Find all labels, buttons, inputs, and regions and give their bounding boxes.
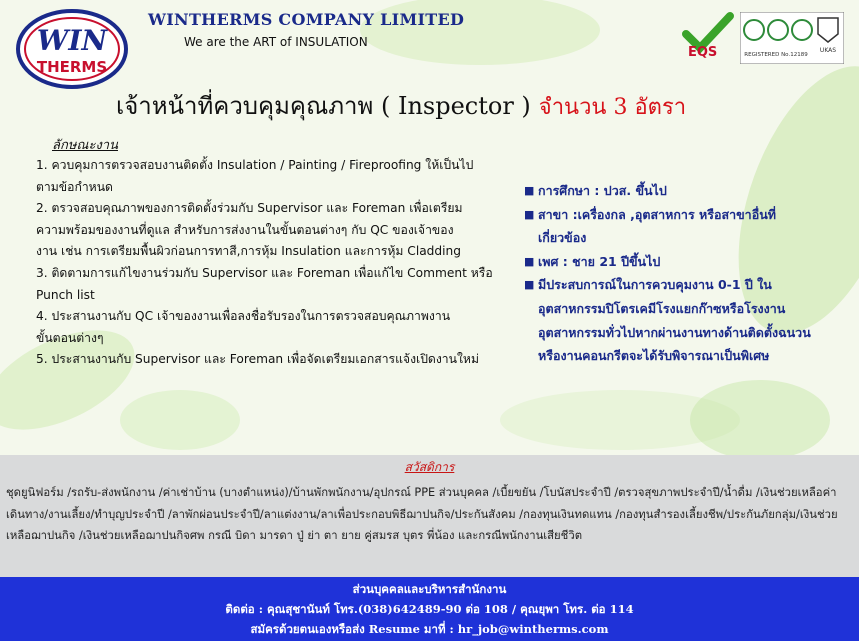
- duty-line: 1. ควบคุมการตรวจสอบงานติดตั้ง Insulation / Painting / Fireproofing ให้เป็นไป: [36, 158, 474, 172]
- vacancy-count: จำนวน 3 อัตรา: [538, 95, 687, 120]
- qualification-item: [524, 179, 834, 203]
- duty-line: 5. ประสานงานกับ Supervisor และ Foreman เพื่อจัดเตรียมเอกสารแจ้งเปิดงานใหม่: [36, 352, 479, 367]
- qualification-item: [524, 344, 834, 368]
- footer-contact: ติดต่อ : คุณสุชานันท์ โทร.(038)642489-90 ต่อ 108 / คุณยุพา โทร. ต่อ 114: [225, 602, 634, 616]
- footer-department: ส่วนบุคคลและบริหารสำนักงาน: [352, 582, 507, 596]
- qualification-text: เกี่ยวข้อง: [538, 230, 587, 246]
- duty-line: Punch list: [36, 287, 95, 302]
- square-bullet-icon: ■: [524, 207, 535, 221]
- footer-apply-email: สมัครด้วยตนเองหรือส่ง Resume มาที่ : hr_job@wintherms.com: [250, 622, 609, 636]
- duty-line: ขั้นตอนต่างๆ: [36, 330, 104, 345]
- duty-line: งาน เช่น การเตรียมพื้นผิวก่อนการทาสี,การหุ้ม Insulation และการหุ้ม Cladding: [36, 244, 461, 259]
- duty-line: ความพร้อมของงานที่ดูแล สำหรับการส่งงานในขั้นตอนต่างๆ กับ QC ของเจ้าของ: [36, 222, 454, 237]
- logo-text-top: WIN: [36, 24, 108, 57]
- qualification-text: มีประสบการณ์ในการควบคุมงาน 0-1 ปี ใน: [538, 277, 772, 293]
- logo-text-bottom: THERMS: [36, 58, 108, 76]
- qualification-item: [524, 250, 834, 274]
- qualification-text: หรืองานคอนกรีตจะได้รับพิจารณาเป็นพิเศษ: [538, 348, 770, 364]
- duties-list: [36, 155, 516, 371]
- qualification-item: [524, 203, 834, 227]
- qualifications-list: [524, 179, 834, 368]
- wintherms-logo: [14, 6, 134, 92]
- cert-registered-label: REGISTERED No.12189: [744, 52, 808, 58]
- eqs-label: EQS: [688, 45, 718, 58]
- duties-heading: ลักษณะงาน: [52, 138, 118, 153]
- contact-footer: [0, 577, 859, 641]
- duty-line: 4. ประสานงานกับ QC เจ้าของงานเพื่อลงชื่อรับรองในการตรวจสอบคุณภาพงาน: [36, 309, 451, 324]
- benefits-heading: สวัสดิการ: [404, 460, 455, 474]
- square-bullet-icon: ■: [524, 254, 535, 268]
- position-title: เจ้าหน้าที่ควบคุมคุณภาพ ( Inspector ): [116, 92, 531, 120]
- qualification-text: อุตสาหกรรมปิโตรเคมีโรงแยกก๊าซหรือโรงงาน: [538, 300, 786, 316]
- duty-line: 2. ตรวจสอบคุณภาพของการติดตั้งร่วมกับ Supervisor และ Foreman เพื่อเตรียม: [36, 201, 463, 216]
- company-name: WINTHERMS COMPANY LIMITED: [148, 10, 465, 29]
- eqs-checkmark-icon: [680, 12, 736, 58]
- header: [0, 0, 859, 90]
- company-tagline: We are the ART of INSULATION: [184, 35, 368, 49]
- square-bullet-icon: ■: [524, 278, 535, 292]
- qualification-text: สาขา :เครื่องกล ,อุตสาหการ หรือสาขาอื่นที่: [538, 206, 776, 222]
- square-bullet-icon: ■: [524, 184, 535, 197]
- benefits-section: [0, 455, 859, 577]
- benefits-text: ชุดยูนิฟอร์ม /รถรับ-ส่งพนักงาน /ค่าเช่าบ้าน (บางตำแหน่ง)/บ้านพักพนักงาน/อุปกรณ์ PPE ส่วนบุคคล /เบี้ยขยัน /โบนัสประจำปี /ตรวจสุขภาพประจำปี/น้ำดื่ม /เงินช่วยเหลือค่าเดินทาง/งานเลี้ยง/ทำบุญประจำปี /ลาพักผ่อนประจำปี/ลาแต่งงาน/ลาเพื่อประกอบพิธีฌาปนกิจ/ประกันสังคม /กองทุนเงินทดแทน /กองทุนสำรองเลี้ยงชีพ/ประกันภัยกลุ่ม/เงินช่วยเหลือฌาปนกิจ /เงินช่วยเหลือฌาปนกิจศพ กรณี บิดา มารดา ปู่ ย่า ตา ยาย คู่สมรส บุตร พี่น้อง และกรณีพนักงานเสียชีวิต: [6, 486, 838, 542]
- qualification-item: [524, 297, 834, 321]
- page-title: [116, 86, 686, 125]
- qualification-item: [524, 273, 834, 297]
- iso-certification-badges: [740, 12, 844, 64]
- qualification-item: [524, 226, 834, 250]
- qualification-text: เพศ : ชาย 21 ปีขึ้นไป: [538, 253, 661, 269]
- duty-line: ตามข้อกำหนด: [36, 179, 113, 194]
- duty-line: 3. ติดตามการแก้ไขงานร่วมกับ Supervisor และ Foreman เพื่อแก้ไข Comment หรือ: [36, 265, 493, 280]
- qualification-text: การศึกษา : ปวส. ขึ้นไป: [538, 183, 667, 198]
- qualification-item: [524, 321, 834, 345]
- ukas-label: UKAS: [819, 47, 837, 54]
- qualification-text: อุตสาหกรรมทั่วไปหากผ่านงานทางด้านติดตั้งฉนวน: [538, 324, 811, 340]
